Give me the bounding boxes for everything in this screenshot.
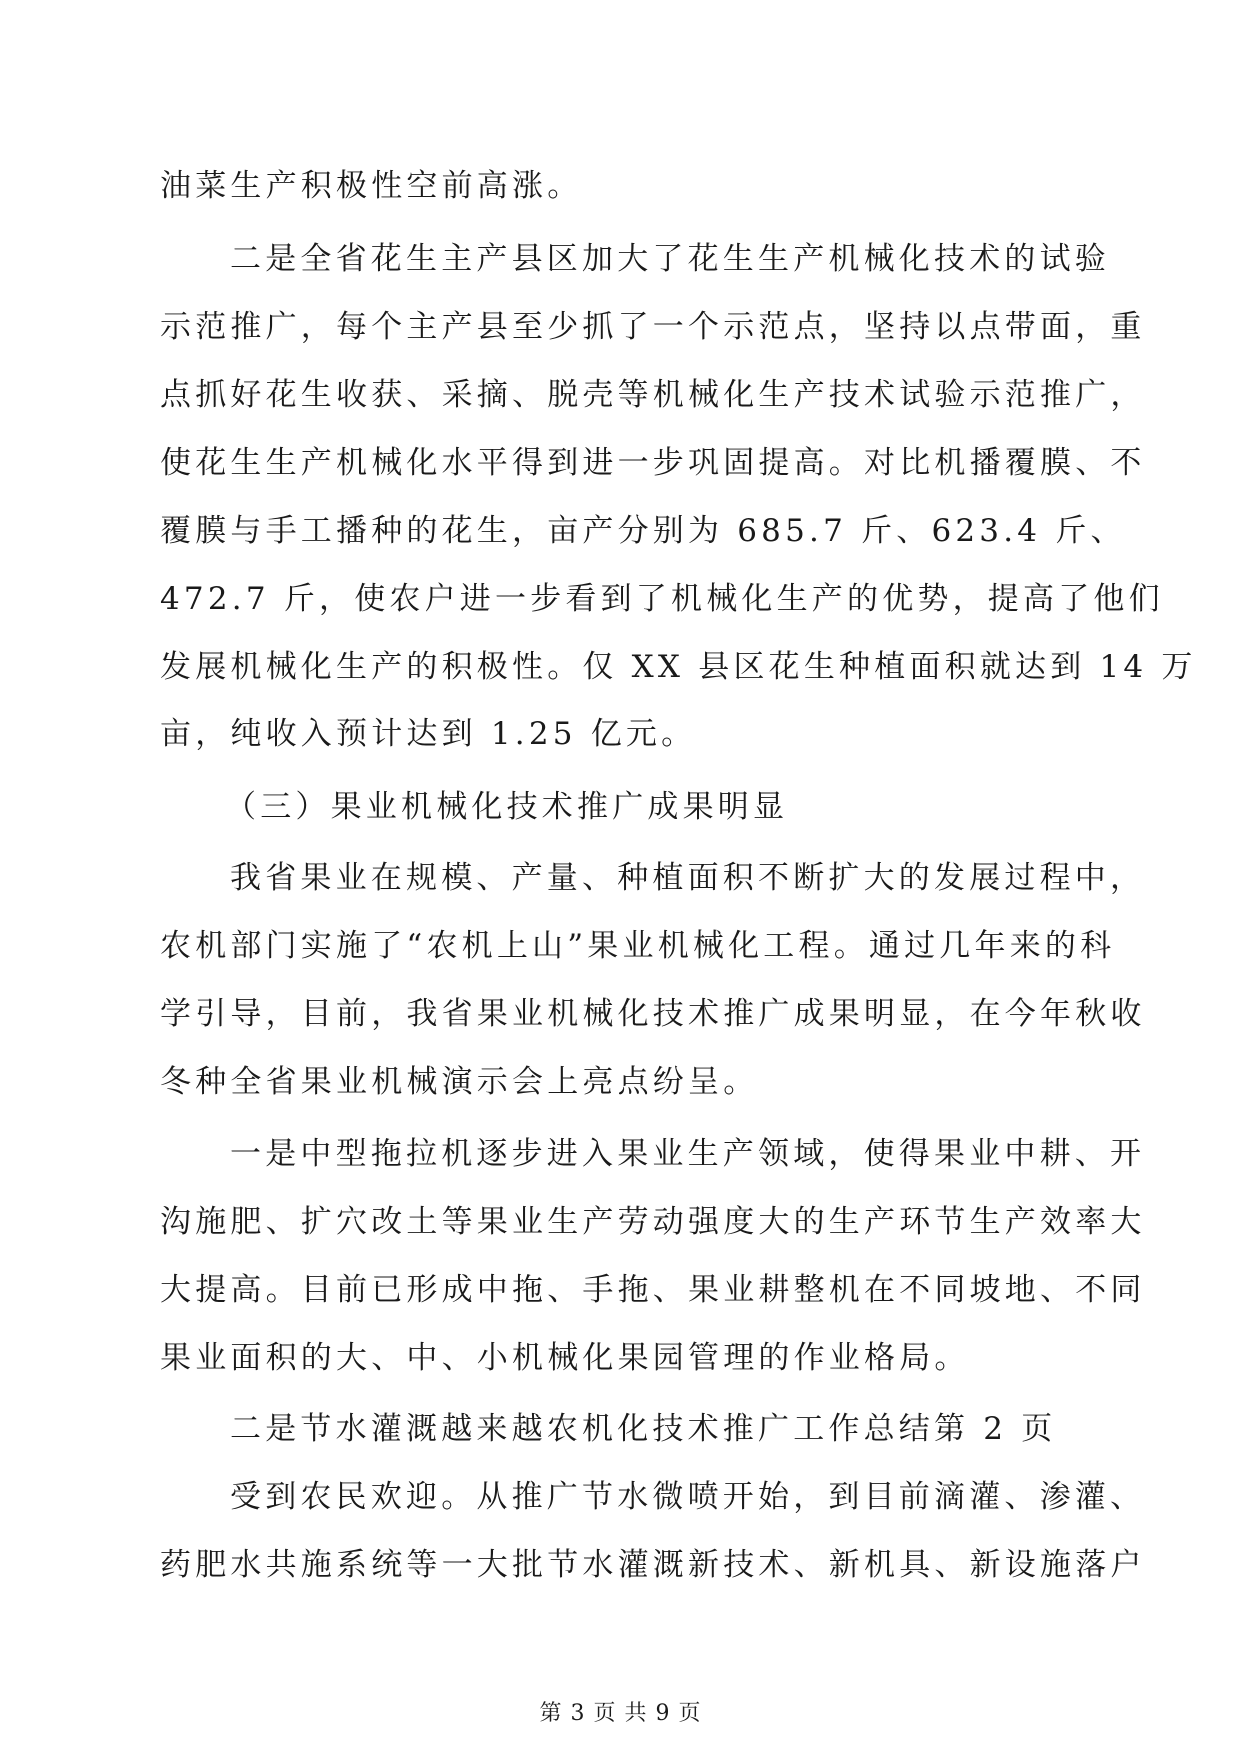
text-line: 点抓好花生收获、采摘、脱壳等机械化生产技术试验示范推广， — [160, 377, 1146, 413]
text-line: 发展机械化生产的积极性。仅 XX 县区花生种植面积就达到 14 万 — [160, 649, 1197, 685]
text-line: 冬种全省果业机械演示会上亮点纷呈。 — [160, 1064, 759, 1100]
paragraph-start: 一是中型拖拉机逐步进入果业生产领域，使得果业中耕、开 — [230, 1136, 1146, 1172]
text-line: 药肥水共施系统等一大批节水灌溉新技术、新机具、新设施落户 — [160, 1547, 1146, 1583]
text-line: 沟施肥、扩穴改土等果业生产劳动强度大的生产环节生产效率大 — [160, 1204, 1146, 1240]
text-line: 果业面积的大、中、小机械化果园管理的作业格局。 — [160, 1340, 970, 1376]
text-line: 油菜生产积极性空前高涨。 — [160, 168, 583, 204]
paragraph-start: 二是节水灌溉越来越农机化技术推广工作总结第 2 页 — [230, 1411, 1057, 1447]
text-line: 使花生生产机械化水平得到进一步巩固提高。对比机播覆膜、不 — [160, 445, 1146, 481]
text-line: 亩，纯收入预计达到 1.25 亿元。 — [160, 716, 697, 752]
page-footer: 第 3 页 共 9 页 — [539, 1701, 702, 1726]
text-line: 示范推广，每个主产县至少抓了一个示范点，坚持以点带面，重 — [160, 309, 1146, 345]
section-heading: （三）果业机械化技术推广成果明显 — [225, 789, 789, 825]
paragraph-start: 二是全省花生主产县区加大了花生生产机械化技术的试验 — [230, 241, 1110, 277]
text-line: 受到农民欢迎。从推广节水微喷开始，到目前滴灌、渗灌、 — [230, 1479, 1146, 1515]
paragraph-start: 我省果业在规模、产量、种植面积不断扩大的发展过程中， — [230, 860, 1146, 896]
text-line: 学引导，目前，我省果业机械化技术推广成果明显，在今年秋收 — [160, 996, 1146, 1032]
text-line: 472.7 斤，使农户进一步看到了机械化生产的优势，提高了他们 — [160, 581, 1164, 617]
text-line: 大提高。目前已形成中拖、手拖、果业耕整机在不同坡地、不同 — [160, 1272, 1146, 1308]
text-line: 农机部门实施了“农机上山”果业机械化工程。通过几年来的科 — [160, 928, 1116, 964]
text-line: 覆膜与手工播种的花生，亩产分别为 685.7 斤、623.4 斤、 — [160, 513, 1126, 549]
